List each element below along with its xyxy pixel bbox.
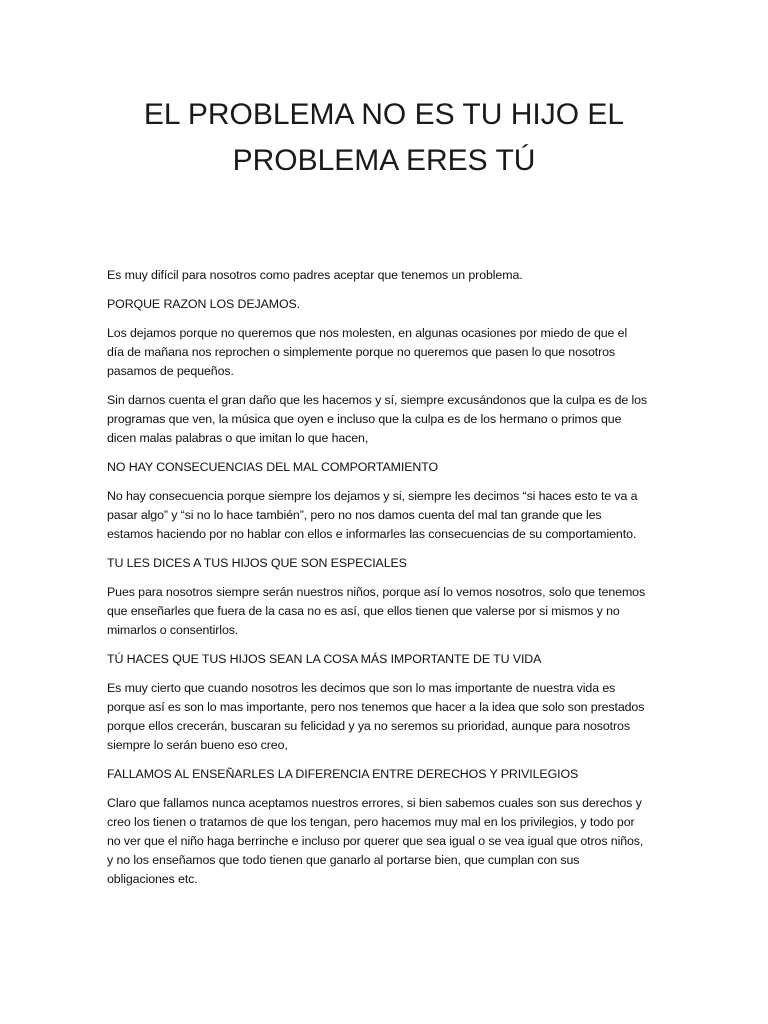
paragraph: [107, 391, 667, 448]
text-line: y no los enseñamos que todo tienen que ganarlo al portarse bien, que cumplan con sus: [107, 853, 580, 867]
text-line: dicen malas palabras o que imitan lo que hacen,: [107, 431, 369, 445]
text-line: TÚ HACES QUE TUS HIJOS SEAN LA COSA MÁS IMPORTANTE DE TU VIDA: [107, 652, 542, 666]
text-line: Claro que fallamos nunca aceptamos nuestros errores, si bien sabemos cuales son sus derechos y: [107, 796, 642, 810]
text-line: día de mañana nos reprochen o simplemente porque no queremos que pasen lo que nosotros: [107, 345, 616, 359]
text-line: Los dejamos porque no queremos que nos molesten, en algunas ocasiones por miedo de que el: [107, 326, 628, 340]
text-line: Pues para nosotros siempre serán nuestros niños, porque así lo vemos nosotros, solo que tenemos: [107, 585, 646, 599]
text-line: NO HAY CONSECUENCIAS DEL MAL COMPORTAMIENTO: [107, 460, 438, 474]
title-line: PROBLEMA ERES TÚ: [232, 144, 536, 177]
text-line: Es muy difícil para nosotros como padres aceptar que tenemos un problema.: [107, 268, 523, 282]
text-line: porque ellos crecerán, buscaran su felicidad y ya no seremos su prioridad, aunque para nosotros: [107, 719, 630, 733]
title-line: EL PROBLEMA NO ES TU HIJO EL: [143, 98, 625, 131]
text-line: FALLAMOS AL ENSEÑARLES LA DIFERENCIA ENTRE DERECHOS Y PRIVILEGIOS: [107, 767, 579, 781]
paragraph: [107, 794, 667, 889]
text-line: TU LES DICES A TUS HIJOS QUE SON ESPECIALES: [107, 556, 407, 570]
text-line: porque así es son lo mas importante, pero nos tenemos que hacer a la idea que solo son prestados: [107, 700, 645, 714]
text-line: programas que ven, la música que oyen e incluso que la culpa es de los hermano o primos que: [107, 412, 622, 426]
section-heading: [107, 554, 667, 573]
document-body: [107, 266, 667, 899]
text-line: mimarlos o consentirlos.: [107, 623, 239, 637]
section-heading: [107, 765, 667, 784]
text-line: no ver que el niño haga berrinche e incluso por querer que sea igual o se vea igual que otros niños,: [107, 834, 644, 848]
text-line: Sin darnos cuenta el gran daño que les hacemos y sí, siempre excusándonos que la culpa es de los: [107, 393, 648, 407]
text-line: siempre lo serán bueno eso creo,: [107, 738, 288, 752]
paragraph: [107, 266, 667, 285]
text-line: estamos haciendo por no hablar con ellos e informarles las consecuencias de su comportamiento.: [107, 527, 637, 541]
paragraph: [107, 487, 667, 544]
paragraph: [107, 324, 667, 381]
section-heading: [107, 650, 667, 669]
text-line: obligaciones etc.: [107, 872, 198, 886]
document-title: [100, 92, 668, 184]
paragraph: [107, 679, 667, 755]
section-heading: [107, 458, 667, 477]
text-line: pasamos de pequeños.: [107, 364, 234, 378]
text-line: PORQUE RAZON LOS DEJAMOS.: [107, 297, 301, 311]
section-heading: [107, 295, 667, 314]
text-line: que enseñarles que fuera de la casa no es así, que ellos tienen que valerse por si mismos y no: [107, 604, 620, 618]
paragraph: [107, 583, 667, 640]
text-line: pasar algo” y “si no lo hace también”, pero no nos damos cuenta del mal tan grande que les: [107, 508, 602, 522]
text-line: Es muy cierto que cuando nosotros les decimos que son lo mas importante de nuestra vida es: [107, 681, 616, 695]
text-line: creo los tienen o tratamos de que los tengan, pero hacemos muy mal en los privilegios, y todo por: [107, 815, 635, 829]
text-line: No hay consecuencia porque siempre los dejamos y si, siempre les decimos “si haces esto te va a: [107, 489, 638, 503]
